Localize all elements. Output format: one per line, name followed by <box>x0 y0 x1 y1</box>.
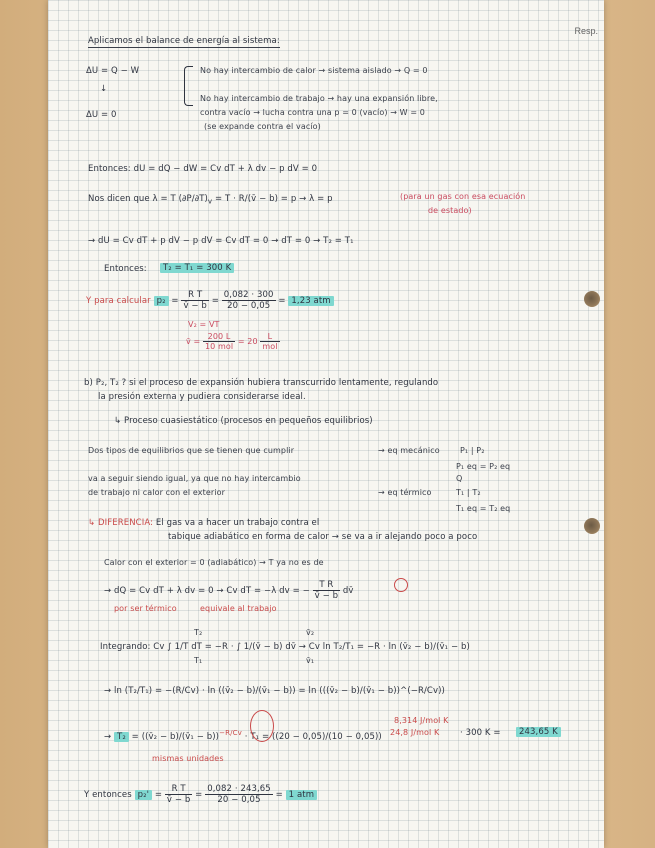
note-gas-eq: (para un gas con esa ecuación <box>400 192 526 201</box>
label-calc: Y para calcular <box>86 296 151 306</box>
no-work-heat: de trabajo ni calor con el exterior <box>88 488 225 497</box>
circle-exponent <box>250 710 274 742</box>
t2-symbol: T₂ <box>114 732 129 742</box>
lambda-sub: v <box>207 196 213 206</box>
part-b-question-2: la presión externa y pudiera considerarse ideal. <box>98 392 306 402</box>
exp-numerator: 8,314 J/mol K <box>394 716 449 725</box>
circle-t <box>394 578 408 592</box>
note-no-work: No hay intercambio de trabajo → hay una expansión libre, <box>200 94 438 103</box>
difference-line <box>88 518 319 528</box>
eq-dt-zero: → dU = Cv dT + p dV − p dV = Cv dT = 0 → dT = 0 → T₂ = T₁ <box>88 236 354 246</box>
stays-equal: va a seguir siendo igual, ya que no hay intercambio <box>88 474 301 483</box>
thermal-eq: → eq térmico <box>378 488 432 497</box>
eq-du-expansion: Entonces: dU = dQ − dW = Cv dT + λ dv − p dV = 0 <box>88 164 318 174</box>
eq-energy-balance: ΔU = Q − W <box>86 66 140 76</box>
note-vacuum: contra vacío → lucha contra una p = 0 (vacío) → W = 0 <box>200 108 425 117</box>
result-p2-final: 1 atm <box>286 790 317 800</box>
eq-integrating: Integrando: Cv ∫ 1/T dT = −R · ∫ 1/(v̄ − b) dv̄ → Cv ln T₂/T₁ = −R · ln (v̄₂ − b)/(v̄₁ − b) <box>100 642 470 652</box>
note-same-units: mismas unidades <box>152 754 224 763</box>
difference-text-2: tabique adiabático en forma de calor → se va a ir alejando poco a poco <box>168 532 478 542</box>
lambda-def: Nos dicen que λ = T (∂P/∂T) <box>88 194 208 204</box>
binder-hole-top <box>584 291 600 307</box>
frac-rt: $\frac{\text{R T}}{v̄ - b}$ <box>183 290 207 311</box>
int-upper-t: T₂ <box>194 628 203 637</box>
thermal-t1t2: T₁ | T₂ <box>456 488 481 497</box>
heading-balance: Aplicamos el balance de energía al sistema: <box>88 36 280 46</box>
eq-ln-ratio: → ln (T₂/T₁) = −(R/Cv) · ln ((v̄₂ − b)/(v̄₁ − b)) = ln (((v̄₂ − b)/(v̄₁ − b))^(−R/Cv)) <box>104 686 445 696</box>
eq-sign-2: = <box>211 296 219 306</box>
eq-sign: = <box>171 296 179 306</box>
mech-p1p2: P₁ | P₂ <box>460 446 485 455</box>
eq-lambda <box>88 194 333 206</box>
eq-dq: → dQ = Cv dT + λ dv = 0 → Cv dT = −λ dv = − $\frac{\text{T R}}{v̄ - b}$ dv̄ <box>104 580 354 601</box>
result-temperature: T₂ = T₁ = 300 K <box>160 263 234 273</box>
eq-p2-final: Y entonces p₂' = $\frac{\text{R T}}{v̄ - b}$ = $\frac{0,082 \cdot 243,65}{20 - 0,05}$ = 1 atm <box>84 784 317 805</box>
note-thermal: por ser térmico <box>114 604 177 613</box>
mech-eq-equal: P₁ eq = P₂ eq <box>456 462 511 471</box>
note-expands-vacuum: (se expande contra el vacío) <box>204 122 321 131</box>
resp-label: Resp. <box>574 26 598 36</box>
eq-p2 <box>86 290 334 311</box>
int-upper-v: v̄₂ <box>306 628 315 637</box>
result-p2: 1,23 atm <box>288 296 333 306</box>
binder-hole-bottom <box>584 518 600 534</box>
notebook-page <box>48 0 604 848</box>
label-difference: ↳ DIFERENCIA: <box>88 518 154 528</box>
exponent: −R/Cv <box>219 728 242 737</box>
quasistatic-note: ↳ Proceso cuasiestático (procesos en pequeños equilibrios) <box>114 416 373 426</box>
mech-eq: → eq mecánico <box>378 446 440 455</box>
brace-left <box>184 66 193 106</box>
label-then: Entonces: <box>104 264 147 274</box>
exp-denominator: 24,8 J/mol K <box>390 728 440 737</box>
t2-times-300: · 300 K = <box>460 728 501 738</box>
p2-symbol: p₂ <box>154 296 169 306</box>
note-state: de estado) <box>428 206 472 215</box>
frac-numeric: $\frac{0,082 \cdot 300}{20 - 0,05}$ <box>223 290 274 311</box>
eq-sign-3: = <box>278 296 286 306</box>
difference-text: El gas va a hacer un trabajo contra el <box>155 518 320 528</box>
int-lower-t: T₁ <box>194 656 203 665</box>
v2-eq-vt: V₂ = VT <box>188 320 220 329</box>
note-no-heat: No hay intercambio de calor → sistema aislado → Q = 0 <box>200 66 428 75</box>
thermal-eq-equal: T₁ eq = T₂ eq <box>456 504 511 513</box>
note-work: equivale al trabajo <box>200 604 277 613</box>
lambda-result: = T · R/(v̄ − b) = p → λ = p <box>215 194 333 204</box>
molar-volume: v̄ = $\frac{200 L}{\text{10 mol}}$ = 20 $\frac{L}{\text{mol}}$ <box>186 332 278 351</box>
adiabatic-note: Calor con el exterior = 0 (adiabático) → T ya no es de <box>104 558 324 567</box>
result-t2: 243,65 K <box>516 727 561 737</box>
part-b-question: b) P₂, T₂ ? si el proceso de expansión hubiera transcurrido lentamente, regulando <box>84 378 439 388</box>
eq-du-zero: ΔU = 0 <box>86 110 117 120</box>
two-equilibria: Dos tipos de equilibrios que se tienen que cumplir <box>88 446 295 455</box>
p2-prime-symbol: p₂' <box>135 790 152 800</box>
eq-t2: → T₂ = ((v̄₂ − b)/(v̄₁ − b))$^{-R/Cv}$ · T₁ = ((20 − 0,05)/(10 − 0,05)) <box>104 728 382 742</box>
arrow-down: ↓ <box>100 84 108 94</box>
int-lower-v: v̄₁ <box>306 656 315 665</box>
q-label: Q <box>456 474 463 483</box>
